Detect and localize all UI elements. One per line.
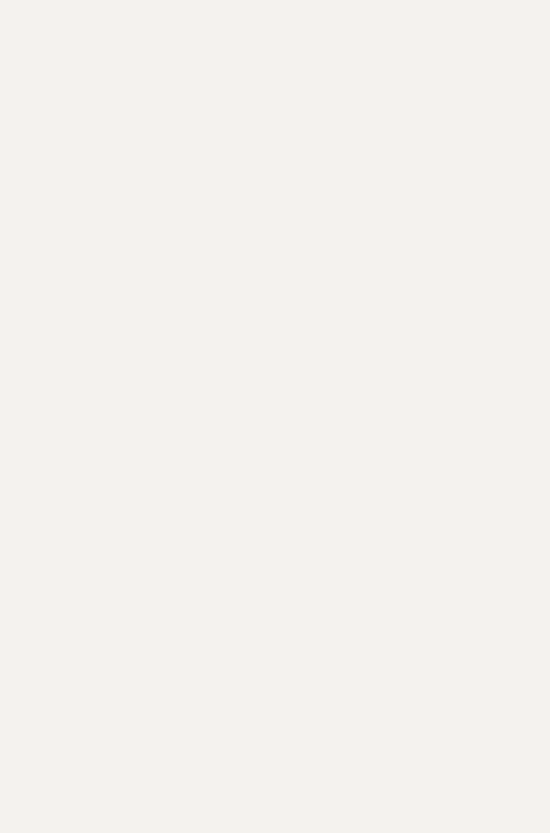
watermark [110, 0, 472, 250]
